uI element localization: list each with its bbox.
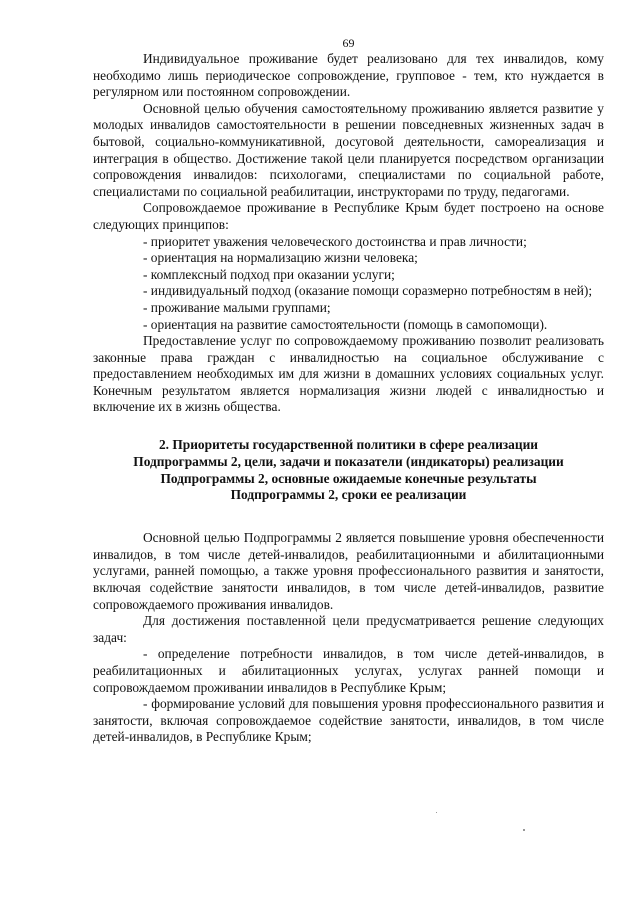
paragraph: Индивидуальное проживание будет реализовано для тех инвалидов, кому необходимо лишь периодическое сопровождение, групповое - тем, кто нуждается в регулярном или постоянном сопровождении. (93, 51, 604, 100)
scan-speck (436, 812, 437, 813)
top-text-block (93, 51, 604, 416)
page-number: 69 (342, 36, 355, 50)
task-list-item: - определение потребности инвалидов, в том числе детей-инвалидов, в реабилитационных и абилитационных услугах, услугах ранней помощи и сопровождаемом проживании инвалидов в Республике Крым; (93, 646, 604, 695)
paragraph: Основной целью обучения самостоятельному проживанию является развитие у молодых инвалидов самостоятельности в решении повседневных жизненных задач в бытовой, социально-коммуникативной, досуговой деятельности, самореализация и интеграция в общество. Достижение такой цели планируется посредством организации сопровождения инвалидов: психологами, специалистами по социальной работе, специалистами по социальной реабилитации, инструкторами по труду, педагогами. (93, 100, 604, 199)
principle-list-item: - приоритет уважения человеческого достоинства и прав личности; (143, 233, 527, 249)
principle-list-item: - ориентация на нормализацию жизни человека; (143, 250, 418, 266)
principle-list-item: - индивидуальный подход (оказание помощи соразмерно потребностям в ней); (143, 283, 593, 299)
bottom-text-block (93, 530, 604, 746)
paragraph: Основной целью Подпрограммы 2 является повышение уровня обеспеченности инвалидов, в том числе детей-инвалидов, реабилитационными и абилитационными услугами, ранней помощью, а также уровня профессионального развития и занятости, включая содействие занятости инвалидов, в том числе детей-инвалидов, развитие сопровождаемого проживания инвалидов. (93, 530, 604, 612)
section-heading: 2. Приоритеты государственной политики в сфере реализации Подпрограммы 2, цели, задачи и показатели (индикаторы) реализации Подпрограммы 2, основные ожидаемые конечные результаты Подпрограммы 2, сроки ее реализации (133, 437, 564, 503)
paragraph: Предоставление услуг по сопровождаемому проживанию позволит реализовать законные права граждан с инвалидностью на социальное обслуживание с предоставлением необходимых им для жизни в домашних условиях социальных услуг. Конечным результатом является нормализация жизни людей с инвалидностью и включение их в жизнь общества. (93, 333, 604, 415)
principle-list-item: - комплексный подход при оказании услуги; (143, 266, 395, 282)
task-list-item: - формирование условий для повышения уровня профессионального развития и занятости, включая сопровождаемое содействие занятости, инвалидов, в том числе детей-инвалидов, в Республике Крым; (93, 696, 604, 745)
principle-list-item: - ориентация на развитие самостоятельности (помощь в самопомощи). (143, 316, 548, 332)
principle-list-item: - проживание малыми группами; (143, 299, 331, 315)
scan-speck (523, 829, 525, 831)
paragraph: Для достижения поставленной цели предусматривается решение следующих задач: (93, 613, 604, 645)
paragraph: Сопровождаемое проживание в Республике Крым будет построено на основе следующих принципов: (93, 200, 604, 232)
